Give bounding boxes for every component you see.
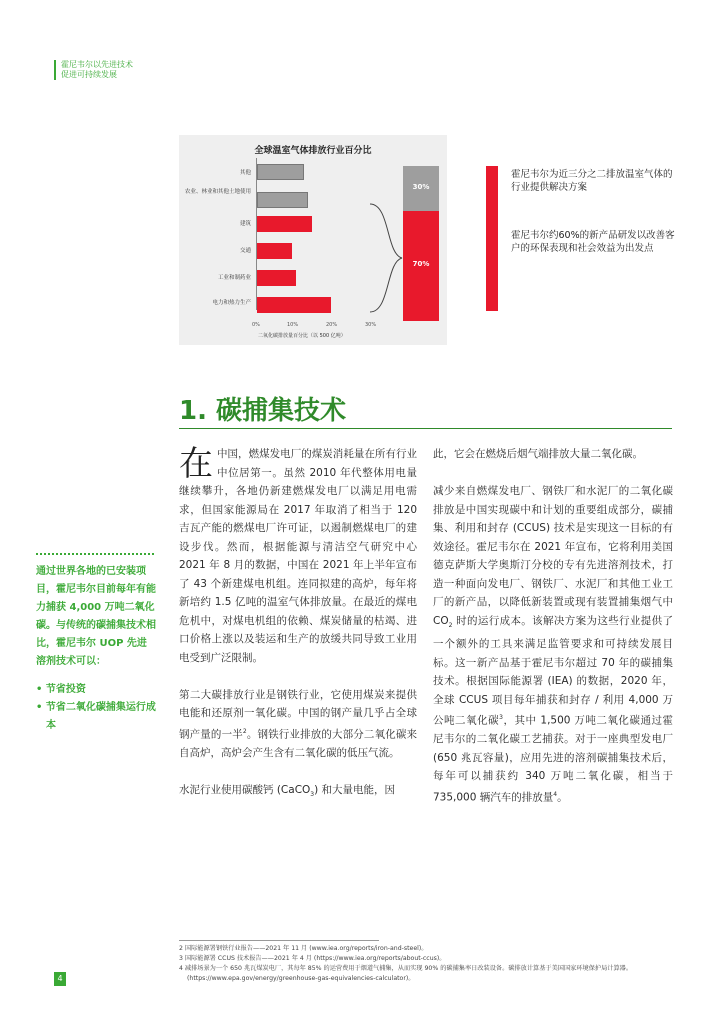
category-label: 农业、林业和其他土地使用 xyxy=(184,189,251,195)
category-label: 其他 xyxy=(239,170,251,176)
sidebar-text: 通过世界各地的已安装项目，霍尼韦尔目前每年有能力捕获 4,000 万吨二氧化碳。与传统的碳捕集技术相比，霍尼韦尔 UOP 先进溶剂技术可以： xyxy=(36,566,156,667)
brace-graphic xyxy=(368,200,408,320)
footnote-ref: 2 xyxy=(242,727,247,735)
legend-text-2: 霍尼韦尔约60%的新产品研发以改善客户的环保表现和社会效益为出发点 xyxy=(511,230,675,254)
page-number: 4 xyxy=(54,972,66,986)
bar xyxy=(257,164,304,180)
chart-title: 全球温室气体排放行业百分比 xyxy=(254,146,372,156)
legend-bar xyxy=(486,166,498,311)
bar xyxy=(257,192,308,208)
stack-label-70: 70% xyxy=(412,260,430,268)
stack-label-30: 30% xyxy=(412,183,430,191)
x-tick: 0% xyxy=(252,322,260,328)
paragraph: 水泥行业使用碳酸钙 (CaCO$_3$) 和大量电能，因 xyxy=(179,783,396,798)
footnote-ref: 4 xyxy=(553,790,558,798)
x-axis-label: 二氧化碳排放量百分比（以 500 亿吨） xyxy=(258,333,346,339)
category-label: 建筑 xyxy=(239,221,251,227)
y-axis-line xyxy=(256,158,257,310)
legend-text-1: 霍尼韦尔为近三分之二排放温室气体的行业提供解决方案 xyxy=(511,169,673,193)
footnote: 2 国际能源署钢铁行业报告——2021 年 11 月 (www.iea.org/reports/iron-and-steel)。 xyxy=(179,945,428,952)
drop-cap: 在 xyxy=(179,444,213,484)
footnote-divider xyxy=(179,940,379,941)
footnote-ref: 3 xyxy=(499,714,503,722)
x-tick: 30% xyxy=(365,322,377,328)
header-line-2: 促进可持续发展 xyxy=(61,70,117,79)
footnote: 4 减排场景为一个 650 兆瓦煤炭电厂，其每年 85% 的运营费用于烟道气捕集，从而实现 90% 的碳捕集率日改装设备。碳排放计算基于美国国家环境保护局计算器。(https://www.epa.gov/energy/greenhouse-gas-equivalencies-calculator)。 xyxy=(179,965,633,982)
category-label: 交通 xyxy=(239,248,251,254)
section-divider xyxy=(179,428,672,429)
body-column-right xyxy=(433,445,673,825)
x-tick: 10% xyxy=(287,322,299,328)
bar xyxy=(257,216,312,232)
sidebar-callout xyxy=(36,563,156,735)
running-header xyxy=(54,60,133,80)
category-label: 工业和制药业 xyxy=(217,275,251,281)
sidebar-divider xyxy=(36,553,154,555)
x-tick: 20% xyxy=(326,322,338,328)
footnotes xyxy=(179,944,672,984)
footnote: 3 国际能源署 CCUS 技术报告——2021 年 4 月 (https://www.iea.org/reports/about-ccus)。 xyxy=(179,955,446,962)
paragraph: 中国，燃煤发电厂的煤炭消耗量在所有行业中位居第一。虽然 2010 年代整体用电量继续攀升，各地仍新建燃煤发电厂以满足用电需求，但国家能源局在 2017 年取消了相当于 120 吉瓦产能的燃煤电厂许可证，以遏制燃煤电厂的建设步伐。然而，根据能源与清洁空气研究中心 2021 年 8 月的数据，中国在 2021 年上半年宣布了 43 个新建煤电机组。连同拟建的高炉，每年将新培约 1.5 亿吨的温室气体排放量。在最近的煤电危机中，对煤电机组的依赖、煤炭储量的枯竭、进口价格上涨以及装运和生产的放缓共同导致工业用电受到广泛限制。 xyxy=(179,448,417,664)
paragraph: 此，它会在燃烧后烟气端排放大量二氧化碳。 xyxy=(433,448,643,460)
bar xyxy=(257,270,296,286)
category-label: 电力和热力生产 xyxy=(212,300,251,306)
bar xyxy=(257,243,292,259)
header-line-1: 霍尼韦尔以先进技术 xyxy=(61,60,133,69)
list-item: • 节省投资 xyxy=(36,684,86,695)
paragraph: 减少来自燃煤发电厂、钢铁厂和水泥厂的二氧化碳排放是中国实现碳中和计划的重要组成部分，碳捕集、利用和封存 (CCUS) 技术是实现这一目标的有效途径。霍尼韦尔在 2021 年宣布，它将利用美国德克萨斯大学奥斯汀分校的专有先进溶剂技术，打造一种面向发电厂、钢铁厂、水泥厂和其他工业工厂的新产品，以降低新装置或现有装置捕集烟气中 $CO_2$ 时的运行成本。该解决方案为这些行业提供了一个额外的工具来满足监管要求和可持续发展目标。这一新产品基于霍尼韦尔超过 70 年的碳捕集技术。根据国际能源署 (IEA) 的数据，2020 年，全球 CCUS 项目每年捕获和封存 / 利用 4,000 万公吨二氧化碳$^3$，其中 1,500 万吨二氧化碳通过霍尼韦尔的二氧化碳工艺捕获。对于一座典型发电厂 (650 兆瓦容量)，应用先进的溶剂碳捕集技术后，每年可以捕获约 340 万吨二氧化碳，相当于 735,000 辆汽车的排放量$^4$。 xyxy=(433,485,674,804)
list-item: • 节省二氧化碳捕集运行成本 xyxy=(36,702,156,731)
paragraph: 第二大碳排放行业是钢铁行业，它使用煤炭来提供电能和还原剂一氧化碳。中国的钢产量几乎占全球钢产量的一半$^2$。钢铁行业排放的大部分二氧化碳来自高炉，高炉会产生含有二氧化碳的低压气流。 xyxy=(179,688,418,759)
section-title: 1. 碳捕集技术 xyxy=(179,396,347,426)
bar xyxy=(257,297,331,313)
body-column-left xyxy=(179,445,417,823)
sidebar-list xyxy=(36,681,156,735)
